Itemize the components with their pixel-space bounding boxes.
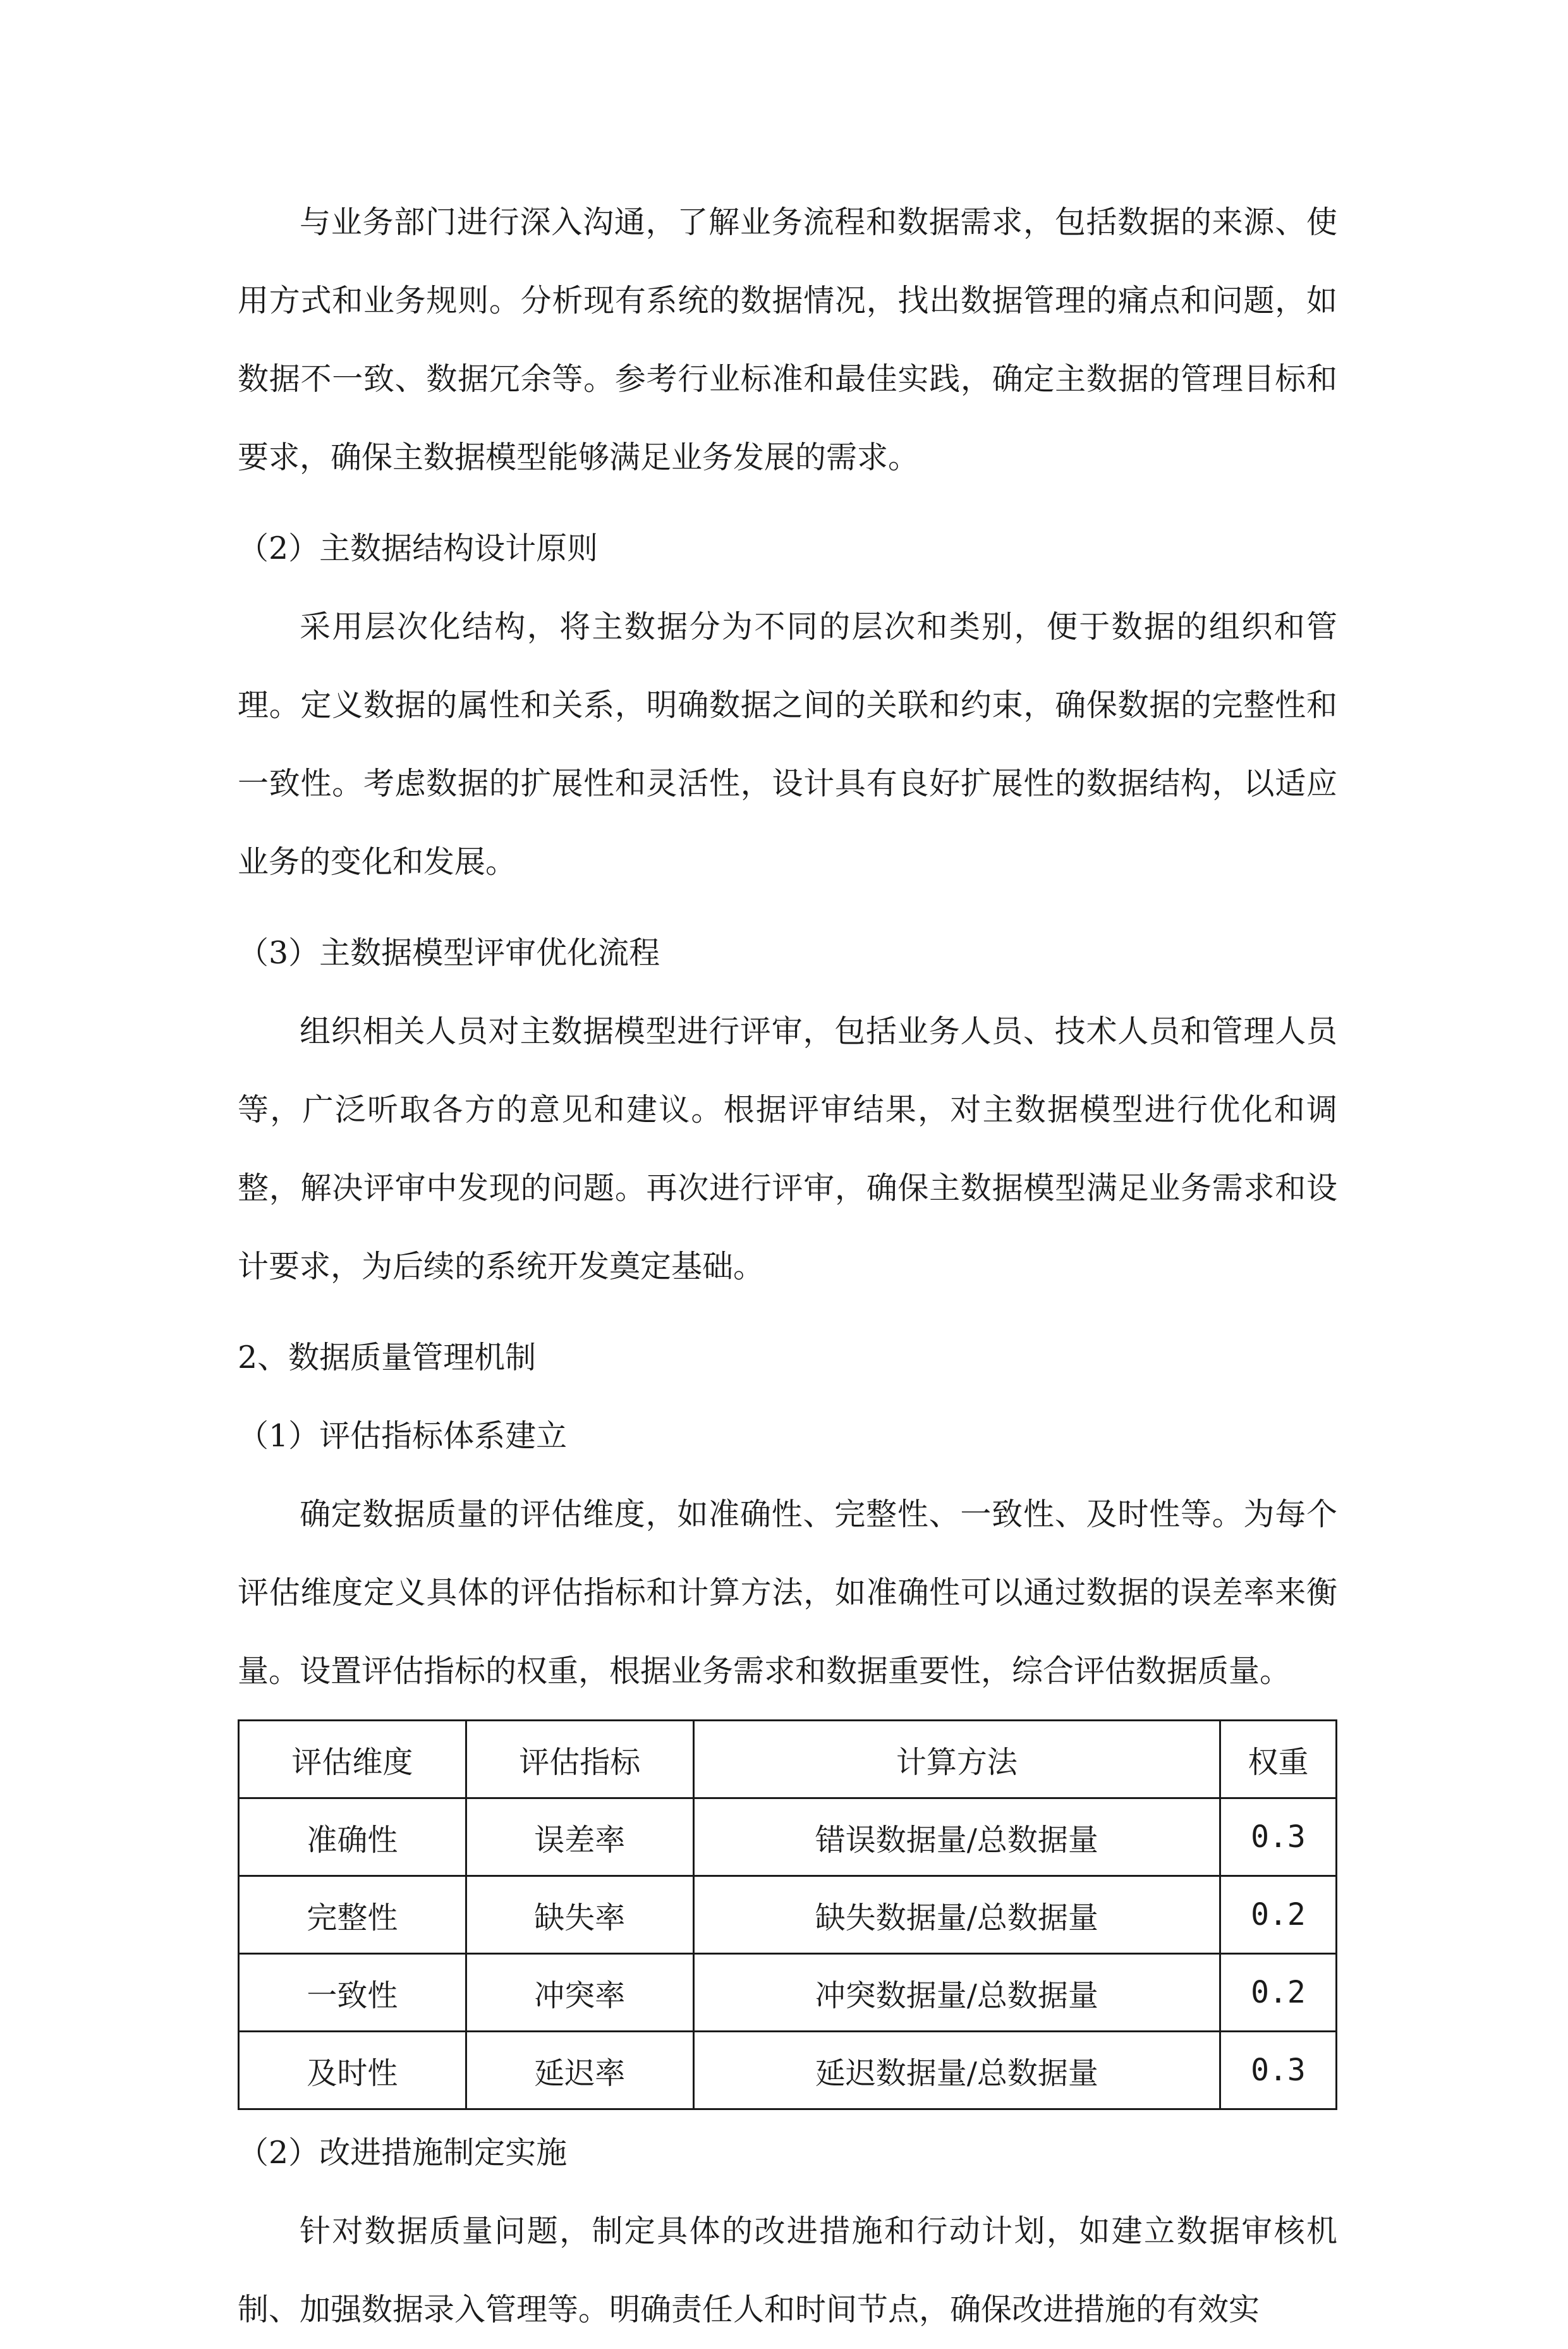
cell-metric: 误差率 <box>466 1798 693 1876</box>
cell-weight: 0.3 <box>1220 1798 1336 1876</box>
document-page <box>238 183 1337 2349</box>
cell-weight: 0.3 <box>1220 2032 1336 2109</box>
heading-review-process: （3）主数据模型评审优化流程 <box>238 935 660 971</box>
header-dimension: 评估维度 <box>239 1721 466 1798</box>
cell-dimension: 准确性 <box>239 1798 466 1876</box>
cell-method: 冲突数据量/总数据量 <box>693 1954 1220 2032</box>
cell-dimension: 及时性 <box>239 2032 466 2109</box>
header-metric: 评估指标 <box>466 1721 693 1798</box>
cell-method: 错误数据量/总数据量 <box>693 1798 1220 1876</box>
paragraph-improvement-measures: 针对数据质量问题，制定具体的改进措施和行动计划，如建立数据审核机制、加强数据录入管理等。明确责任人和时间节点，确保改进措施的有效实 <box>238 2213 1337 2328</box>
cell-method: 缺失数据量/总数据量 <box>693 1876 1220 1954</box>
paragraph-metric-system: 确定数据质量的评估维度，如准确性、完整性、一致性、及时性等。为每个评估维度定义具体的评估指标和计算方法，如准确性可以通过数据的误差率来衡量。设置评估指标的权重，根据业务需求和数据重要性，综合评估数据质量。 <box>238 1496 1337 1689</box>
table-header-row <box>239 1721 1337 1798</box>
cell-method: 延迟数据量/总数据量 <box>693 2032 1220 2109</box>
cell-weight: 0.2 <box>1220 1876 1336 1954</box>
table-row <box>239 1798 1337 1876</box>
cell-metric: 延迟率 <box>466 2032 693 2109</box>
table-row <box>239 1876 1337 1954</box>
table-row <box>239 2032 1337 2109</box>
paragraph-review-process: 组织相关人员对主数据模型进行评审，包括业务人员、技术人员和管理人员等，广泛听取各方的意见和建议。根据评审结果，对主数据模型进行优化和调整，解决评审中发现的问题。再次进行评审，确保主数据模型满足业务需求和设计要求，为后续的系统开发奠定基础。 <box>238 1013 1337 1284</box>
cell-metric: 缺失率 <box>466 1876 693 1954</box>
paragraph-requirements: 与业务部门进行深入沟通，了解业务流程和数据需求，包括数据的来源、使用方式和业务规则。分析现有系统的数据情况，找出数据管理的痛点和问题，如数据不一致、数据冗余等。参考行业标准和最佳实践，确定主数据的管理目标和要求，确保主数据模型能够满足业务发展的需求。 <box>238 204 1337 475</box>
table-row <box>239 1954 1337 2032</box>
heading-metric-system: （1）评估指标体系建立 <box>238 1418 568 1454</box>
header-weight: 权重 <box>1220 1721 1336 1798</box>
quality-metrics-table <box>238 1719 1337 2110</box>
paragraph-structure-principles: 采用层次化结构，将主数据分为不同的层次和类别，便于数据的组织和管理。定义数据的属性和关系，明确数据之间的关联和约束，确保数据的完整性和一致性。考虑数据的扩展性和灵活性，设计具有良好扩展性的数据结构，以适应业务的变化和发展。 <box>238 609 1337 880</box>
cell-metric: 冲突率 <box>466 1954 693 2032</box>
heading-section-2: 2、数据质量管理机制 <box>238 1339 537 1376</box>
cell-weight: 0.2 <box>1220 1954 1336 2032</box>
cell-dimension: 完整性 <box>239 1876 466 1954</box>
heading-improvement-measures: （2）改进措施制定实施 <box>238 2135 568 2171</box>
heading-structure-principles: （2）主数据结构设计原则 <box>238 530 599 566</box>
header-method: 计算方法 <box>693 1721 1220 1798</box>
cell-dimension: 一致性 <box>239 1954 466 2032</box>
